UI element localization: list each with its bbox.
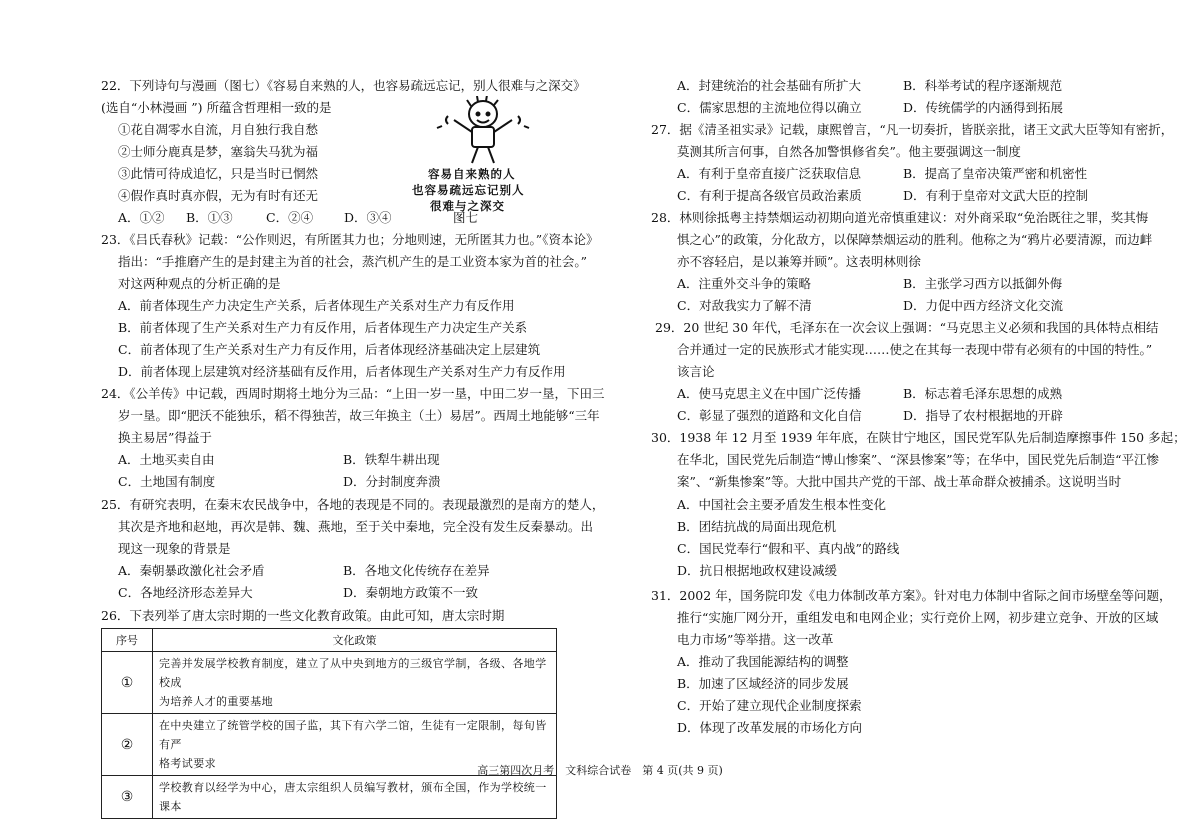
table-header-cell: 文化政策 — [153, 629, 557, 652]
cartoon-caption-line: 也容易疏远忘记别人 — [412, 183, 525, 197]
q22-option-b: B．①③ — [186, 210, 233, 225]
q29-option-b: B．标志着毛泽东思想的成熟 — [903, 386, 1063, 401]
q26-option-c: C．儒家思想的主流地位得以确立 — [677, 100, 862, 115]
table-row — [102, 776, 557, 819]
q22-stem-line: (选自“小林漫画 ”) 所蕴含哲理相一致的是 — [101, 100, 332, 115]
q23-option-d: D．前者体现上层建筑对经济基础有反作用，后者体现生产关系对生产力有反作用 — [118, 364, 566, 379]
q28-option-d: D．力促中西方经济文化交流 — [903, 298, 1064, 313]
q28-option-b: B．主张学习西方以抵御外侮 — [903, 276, 1063, 291]
q25-stem-line: 现这一现象的背景是 — [118, 541, 231, 556]
q24-option-a: A．土地买卖自由 — [118, 452, 215, 467]
q24-option-d: D．分封制度奔溃 — [343, 474, 441, 489]
figure-label: 图七 — [453, 210, 479, 225]
q29-option-c: C．彰显了强烈的道路和文化自信 — [677, 408, 862, 423]
q30-stem-line: 30．1938 年 12 月至 1939 年年底，在陕甘宁地区，国民党军队先后制造摩擦事件 150 多起； — [651, 430, 1186, 445]
q23-option-b: B．前者体现了生产关系对生产力有反作用，后者体现生产力决定生产关系 — [118, 320, 528, 335]
q30-option-b: B．团结抗战的局面出现危机 — [677, 519, 837, 534]
q29-option-d: D．指导了农村根据地的开辟 — [903, 408, 1064, 423]
q25-option-a: A．秦朝暴政激化社会矛盾 — [118, 563, 265, 578]
q24-stem-line: 岁一垦。即“肥沃不能独乐，稻不得独苦，故三年换主（土）易居”。西周土地能够“三年 — [118, 408, 600, 423]
q25-stem-line: 25．有研究表明，在秦末农民战争中，各地的表现是不同的。表现最激烈的是南方的楚人， — [101, 497, 605, 512]
q29-stem-line: 29．20 世纪 30 年代，毛泽东在一次会议上强调：“马克思主义必须和我国的具体特点相结 — [655, 320, 1159, 335]
q28-option-a: A．注重外交斗争的策略 — [677, 276, 812, 291]
q23-stem-line: 23．《吕氏春秋》记载：“公作则迟，有所匿其力也；分地则速，无所匿其力也。”《资本论》 — [101, 232, 599, 247]
cartoon-figure-icon — [428, 96, 538, 166]
q30-option-a: A．中国社会主要矛盾发生根本性变化 — [677, 497, 887, 512]
q31-option-c: C．开始了建立现代企业制度探索 — [677, 698, 862, 713]
table-header-cell: 序号 — [102, 629, 153, 652]
q22-item: ②士师分鹿真是梦，塞翁失马犹为福 — [118, 144, 319, 159]
q27-option-d: D．有利于皇帝对文武大臣的控制 — [903, 188, 1089, 203]
q26-option-d: D．传统儒学的内涵得到拓展 — [903, 100, 1064, 115]
q30-stem-line: 案”、“新集惨案”等。大批中国共产党的干部、战士革命群众被捕杀。这说明当时 — [677, 474, 1122, 489]
table-cell-num: ③ — [102, 776, 153, 819]
q22-item: ④假作真时真亦假，无为有时有还无 — [118, 188, 319, 203]
cartoon-illustration — [408, 96, 558, 221]
q22-option-d: D．③④ — [344, 210, 392, 225]
q28-option-c: C．对敌我实力了解不清 — [677, 298, 812, 313]
q25-option-d: D．秦朝地方政策不一致 — [343, 585, 479, 600]
q28-stem-line: 惧之心”的政策，分化敌方，以保障禁烟运动的胜利。他称之为“鸦片必要清源，而边衅 — [677, 232, 1153, 247]
q29-option-a: A．使马克思主义在中国广泛传播 — [677, 386, 862, 401]
table-cell-num: ① — [102, 652, 153, 714]
q27-option-b: B．提高了皇帝决策严密和机密性 — [903, 166, 1088, 181]
q25-option-b: B．各地文化传统存在差异 — [343, 563, 490, 578]
table-cell-line: 为培养人才的重要基地 — [159, 695, 273, 708]
table-cell-num: ② — [102, 714, 153, 776]
q24-option-c: C．土地国有制度 — [118, 474, 216, 489]
q31-stem-line: 31．2002 年，国务院印发《电力体制改革方案》。针对电力体制中省际之间市场壁垒等问题， — [651, 588, 1172, 603]
q31-stem-line: 推行“实施厂网分开，重组发电和电网企业；实行竞价上网，初步建立竞争、开放的区域 — [677, 610, 1159, 625]
q26-option-a: A．封建统治的社会基础有所扩大 — [677, 78, 862, 93]
q31-option-d: D．体现了改革发展的市场化方向 — [677, 720, 863, 735]
q27-stem-line: 莫测其所言何事，自然各加警惧修省矣”。他主要强调这一制度 — [677, 144, 1021, 159]
q26-option-b: B．科举考试的程序逐渐规范 — [903, 78, 1063, 93]
cartoon-caption-line: 很难与之深交 — [430, 199, 505, 213]
q26-stem-line: 26．下表列举了唐太宗时期的一些文化教育政策。由此可知，唐太宗时期 — [101, 608, 505, 623]
q22-stem-line: 22．下列诗句与漫画（图七）《容易自来熟的人，也容易疏远忘记，别人很难与之深交》 — [101, 78, 586, 93]
table-row — [102, 652, 557, 714]
q24-stem-line: 换主易居”得益于 — [118, 430, 212, 445]
q25-option-c: C．各地经济形态差异大 — [118, 585, 253, 600]
culture-policy-table — [101, 628, 557, 819]
q27-option-c: C．有利于提高各级官员政治素质 — [677, 188, 862, 203]
q23-stem-line: 对这两种观点的分析正确的是 — [118, 276, 281, 291]
q28-stem-line: 亦不容轻启，是以兼筹并顾”。这表明林则徐 — [677, 254, 921, 269]
q30-option-c: C．国民党奉行“假和平、真内战”的路线 — [677, 541, 900, 556]
table-cell-line: 学校教育以经学为中心，唐太宗组织人员编写教材，颁布全国，作为学校统一课本 — [159, 781, 547, 813]
q31-option-b: B．加速了区域经济的同步发展 — [677, 676, 849, 691]
page-footer: 高三第四次月考 文科综合试卷 第 4 页(共 9 页) — [477, 764, 723, 777]
q22-item: ①花自凋零水自流，月自独行我自愁 — [118, 122, 319, 137]
q31-option-a: A．推动了我国能源结构的调整 — [677, 654, 849, 669]
q31-stem-line: 电力市场”等举措。这一改革 — [677, 632, 834, 647]
table-cell-line: 在中央建立了统管学校的国子监，其下有六学二馆，生徒有一定限制，每旬皆有严 — [159, 719, 547, 751]
q25-stem-line: 其次是齐地和赵地，再次是韩、魏、燕地，至于关中秦地，完全没有发生反秦暴动。出 — [118, 519, 594, 534]
q24-stem-line: 24．《公羊传》中记载，西周时期将土地分为三品：“上田一岁一垦，中田二岁一垦，下田三 — [101, 386, 605, 401]
table-cell-text — [153, 776, 557, 819]
q30-option-d: D．抗日根据地政权建设减缓 — [677, 563, 838, 578]
q22-option-c: C．②④ — [266, 210, 314, 225]
q24-option-b: B．铁犁牛耕出现 — [343, 452, 440, 467]
q23-option-c: C．前者体现了生产关系对生产力有反作用，后者体现经济基础决定上层建筑 — [118, 342, 541, 357]
q27-option-a: A．有利于皇帝直接广泛获取信息 — [677, 166, 862, 181]
cartoon-caption-line: 容易自来熟的人 — [428, 167, 516, 181]
table-header-row — [102, 629, 557, 652]
q23-stem-line: 指出：“手推磨产生的是封建主为首的社会，蒸汽机产生的是工业资本家为首的社会。” — [118, 254, 588, 269]
q29-stem-line: 该言论 — [677, 364, 715, 379]
table-cell-line: 格考试要求 — [159, 757, 216, 770]
q29-stem-line: 合并通过一定的民族形式才能实现……使之在其每一表现中带有必须有的中国的特性。” — [677, 342, 1153, 357]
q30-stem-line: 在华北，国民党先后制造“博山惨案”、“深县惨案”等；在华中，国民党先后制造“平江惨 — [677, 452, 1159, 467]
table-cell-line: 完善并发展学校教育制度，建立了从中央到地方的三级官学制，各级、各地学校成 — [159, 657, 547, 689]
q28-stem-line: 28．林则徐抵粤主持禁烟运动初期向道光帝慎重建议：对外商采取“免治既往之罪，奖其悔 — [651, 210, 1149, 225]
q22-option-a: A．①② — [118, 210, 165, 225]
q22-item: ③此情可待成追忆，只是当时已惘然 — [118, 166, 319, 181]
q23-option-a: A．前者体现生产力决定生产关系，后者体现生产关系对生产力有反作用 — [118, 298, 515, 313]
table-cell-text — [153, 652, 557, 714]
q27-stem-line: 27．据《清圣祖实录》记载，康熙曾言，“凡一切奏折，皆朕亲批，诸王文武大臣等知有密折， — [651, 122, 1174, 137]
